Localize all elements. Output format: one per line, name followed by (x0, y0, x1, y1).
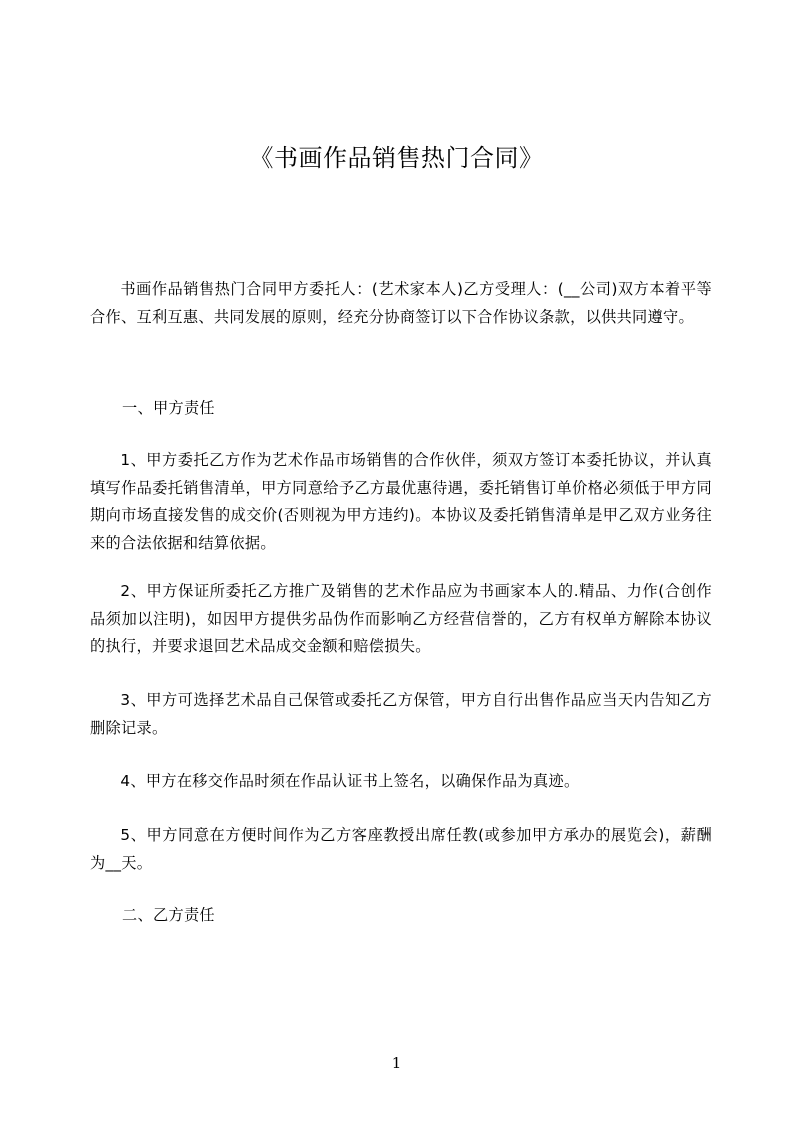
document-title: 《书画作品销售热门合同》 (249, 144, 544, 172)
clause-paragraph: 1、甲方委托乙方作为艺术作品市场销售的合作伙伴，须双方签订本委托协议，并认真填写作品委托销售清单，甲方同意给予乙方最优惠待遇，委托销售订单价格必须低于甲方同期向市场直接发售的成交价(否则视为甲方违约)。本协议及委托销售清单是甲乙双方业务往来的合法依据和结算依据。 (90, 451, 712, 552)
section-heading-party-a: 一、甲方责任 (122, 399, 215, 417)
page-number: 1 (391, 1054, 402, 1072)
clause-paragraph: 2、甲方保证所委托乙方推广及销售的艺术作品应为书画家本人的.精品、力作(合创作品须加以注明)，如因甲方提供劣品伪作而影响乙方经营信誉的，乙方有权单方解除本协议的执行，并要求退回艺术品成交金额和赔偿损失。 (90, 582, 712, 655)
intro-paragraph: 书画作品销售热门合同甲方委托人：(艺术家本人)乙方受理人：(__公司)双方本着平等合作、互利互惠、共同发展的原则，经充分协商签订以下合作协议条款，以供共同遵守。 (90, 280, 712, 326)
clause-paragraph: 5、甲方同意在方便时间作为乙方客座教授出席任教(或参加甲方承办的展览会)，薪酬为__天。 (90, 826, 712, 872)
section-heading-party-b: 二、乙方责任 (122, 906, 215, 924)
clause-paragraph: 3、甲方可选择艺术品自己保管或委托乙方保管，甲方自行出售作品应当天内告知乙方删除记录。 (90, 691, 712, 737)
clause-paragraph: 4、甲方在移交作品时须在作品认证书上签名，以确保作品为真迹。 (120, 772, 580, 790)
